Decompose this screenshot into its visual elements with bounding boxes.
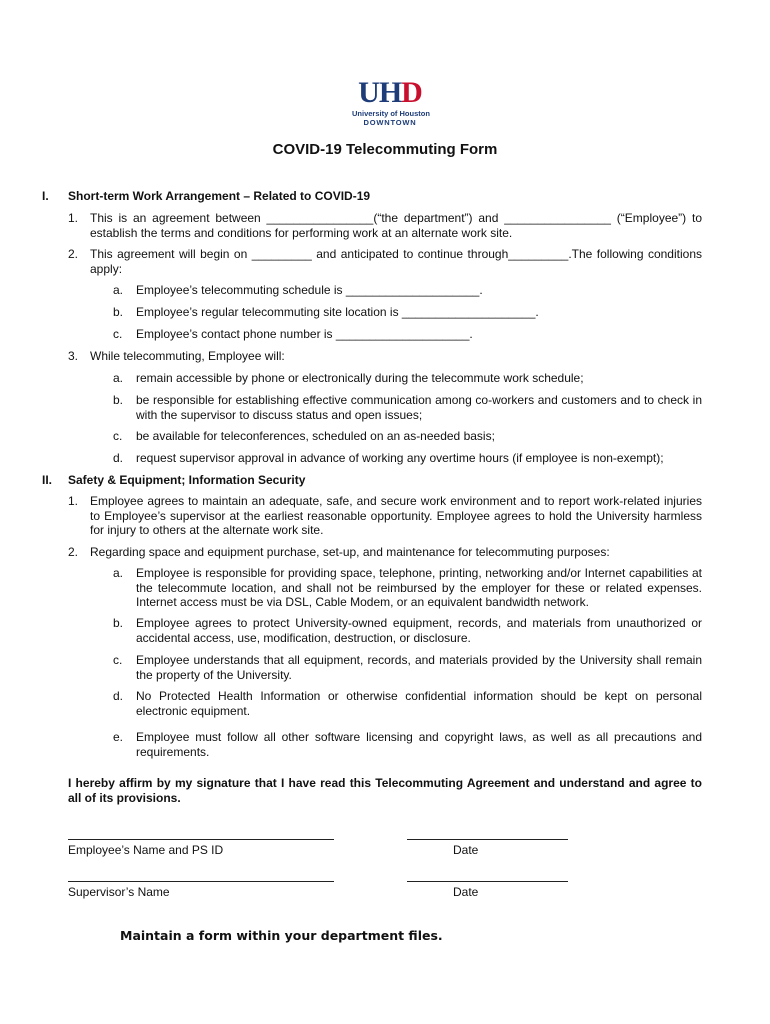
employee-date-label: Date (453, 843, 479, 857)
s1-item-3b-text: be responsible for establishing effective communication among co-workers and customers and to check in with the supervisor to discuss status and open issues; (136, 393, 702, 422)
affirmation-statement: I hereby affirm by my signature that I have read this Telecommuting Agreement and understand and agree to all of its provisions. (68, 776, 702, 805)
s2-item-1-text: Employee agrees to maintain an adequate, safe, and secure work environment and to report work-related injuries to Employee’s supervisor at the earliest reasonable opportunity. Employee agrees to hold the University harmless for injury to others at the alternate work site. (90, 494, 702, 537)
s1-item-3-number: 3. (68, 349, 79, 363)
s1-item-2a-text: Employee’s telecommuting schedule is ____________________. (136, 283, 483, 297)
s2-item-2d-letter: d. (113, 689, 124, 703)
s2-item-2a-letter: a. (113, 566, 124, 580)
supervisor-date-line[interactable] (407, 881, 568, 882)
s2-item-2e-text: Employee must follow all other software licensing and copyright laws, as well as all precautions and requirements. (136, 730, 702, 759)
section-2-number: II. (42, 473, 53, 487)
footer-note: Maintain a form within your department files. (120, 928, 443, 943)
supervisor-date-label: Date (453, 885, 479, 899)
s1-item-1-number: 1. (68, 211, 79, 225)
s2-item-1-number: 1. (68, 494, 79, 508)
s1-item-3c-letter: c. (113, 429, 123, 443)
s2-item-2e-letter: e. (113, 730, 124, 744)
logo-mark: UHD (358, 76, 422, 109)
employee-signature-line[interactable] (68, 839, 334, 840)
s1-item-1-text: This is an agreement between ________________(“the department”) and ________________ (“Employee”) to establish the terms and conditions for performing work at an alternate work site. (90, 211, 702, 240)
section-1-heading: Short-term Work Arrangement – Related to COVID-19 (68, 189, 371, 203)
s1-item-3d-letter: d. (113, 451, 124, 465)
logo-university-text: University of Houston (352, 109, 430, 118)
s2-item-2d-text: No Protected Health Information or otherwise confidential information should be kept on personal electronic equipment. (136, 689, 702, 718)
s1-item-3-text: While telecommuting, Employee will: (90, 349, 285, 363)
s1-item-3c-text: be available for teleconferences, scheduled on an as-needed basis; (136, 429, 495, 443)
s1-item-2c-text: Employee’s contact phone number is ____________________. (136, 327, 473, 341)
section-1-number: I. (42, 189, 49, 203)
supervisor-name-label: Supervisor’s Name (68, 885, 170, 899)
s1-item-2b-letter: b. (113, 305, 124, 319)
logo-downtown-text: DOWNTOWN (363, 118, 417, 127)
s2-item-2-number: 2. (68, 545, 79, 559)
s1-item-2-number: 2. (68, 247, 79, 261)
s1-item-2c-letter: c. (113, 327, 123, 341)
s1-item-2b-text: Employee’s regular telecommuting site location is ____________________. (136, 305, 539, 319)
supervisor-signature-line[interactable] (68, 881, 334, 882)
s2-item-2-text: Regarding space and equipment purchase, set-up, and maintenance for telecommuting purposes: (90, 545, 610, 559)
s2-item-2b-text: Employee agrees to protect University-owned equipment, records, and materials from unauthorized or accidental access, use, modification, destruction, or disclosure. (136, 616, 702, 645)
section-2-heading: Safety & Equipment; Information Security (68, 473, 306, 487)
uhd-logo (352, 78, 428, 127)
s1-item-3b-letter: b. (113, 393, 124, 407)
s2-item-2c-letter: c. (113, 653, 123, 667)
s1-item-2-text: This agreement will begin on _________ and anticipated to continue through_________.The following conditions apply: (90, 247, 702, 276)
s1-item-3d-text: request supervisor approval in advance of working any overtime hours (if employee is non-exempt); (136, 451, 664, 465)
s1-item-3a-text: remain accessible by phone or electronically during the telecommute work schedule; (136, 371, 584, 385)
s2-item-2b-letter: b. (113, 616, 124, 630)
s2-item-2c-text: Employee understands that all equipment, records, and materials provided by the University shall remain the property of the University. (136, 653, 702, 682)
s2-item-2a-text: Employee is responsible for providing space, telephone, printing, networking and/or Internet capabilities at the telecommute location, and shall not be reimbursed by the employer for these or related expenses. Internet access must be via DSL, Cable Modem, or an equivalent bandwidth network. (136, 566, 702, 609)
s1-item-3a-letter: a. (113, 371, 124, 385)
page-title: COVID-19 Telecommuting Form (272, 141, 498, 158)
s1-item-2a-letter: a. (113, 283, 124, 297)
employee-date-line[interactable] (407, 839, 568, 840)
employee-name-label: Employee’s Name and PS ID (68, 843, 224, 857)
